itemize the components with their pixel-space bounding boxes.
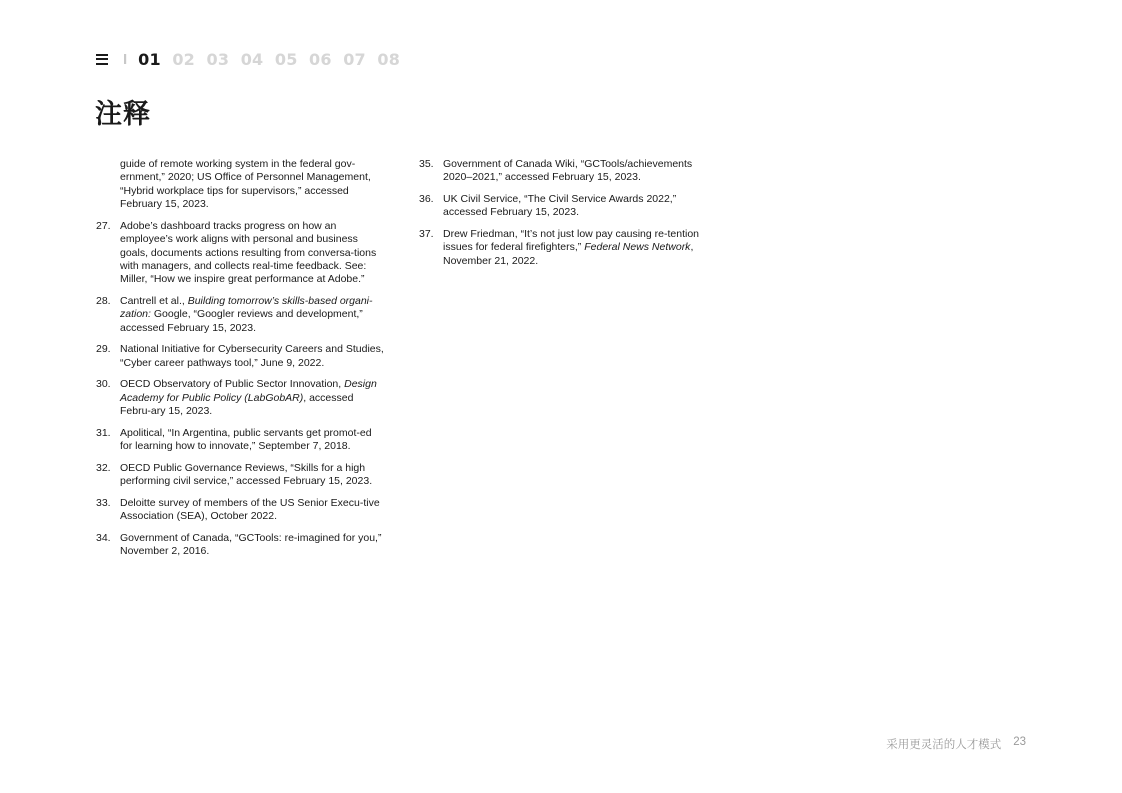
endnote-number: 32. — [96, 461, 111, 474]
endnote-number: 27. — [96, 219, 111, 232]
endnote-item — [419, 158, 709, 185]
endnote-item — [96, 220, 386, 287]
endnote-text — [443, 158, 709, 185]
footer-title: 采用更灵活的人才模式 — [886, 739, 1002, 751]
endnote-text-run: OECD Observatory of Public Sector Innovation, — [120, 378, 345, 391]
endnote-text-run: Google, “Googler reviews and development,” accessed February 15, 2023. — [120, 308, 363, 334]
endnote-item — [419, 193, 709, 220]
endnote-item — [96, 343, 386, 370]
endnote-italic-title: Design Academy for Public Policy (LabGobAR) — [120, 378, 377, 404]
menu-icon[interactable] — [96, 54, 108, 65]
page-number: 23 — [1013, 736, 1026, 748]
endnote-text-run: Drew Friedman, “It’s not just low pay causing re-tention issues for federal firefighters,” — [443, 228, 699, 254]
endnote-text-run: UK Civil Service, “The Civil Service Awards 2022,” accessed February 15, 2023. — [443, 193, 677, 219]
endnote-text — [120, 378, 386, 418]
endnote-text-run: OECD Public Governance Reviews, “Skills for a high performing civil service,” accessed February 15, 2023. — [120, 461, 373, 488]
endnote-item — [96, 497, 386, 524]
endnote-item — [96, 462, 386, 489]
endnote-text — [120, 220, 386, 287]
page-footer — [886, 736, 1026, 752]
endnote-number: 33. — [96, 496, 111, 509]
endnote-item — [419, 228, 709, 268]
endnote-text — [120, 343, 386, 370]
endnote-number: 31. — [96, 426, 111, 439]
endnote-text-run: , accessed Febru-ary 15, 2023. — [120, 391, 354, 418]
nav-section-07[interactable]: 07 — [343, 49, 366, 69]
endnote-number: 29. — [96, 343, 111, 356]
endnote-item — [96, 427, 386, 454]
endnote-text — [443, 193, 709, 220]
endnote-text-run: Government of Canada Wiki, “GCTools/achievements 2020–2021,” accessed February 15, 2023. — [443, 158, 693, 184]
nav-section-01[interactable]: 01 — [138, 49, 161, 69]
endnote-text-run: Adobe’s dashboard tracks progress on how an employee’s work aligns with personal and business goals, documents actions resulting from conversa-tions with managers, and collects real-time feedback. See: Miller, “How we inspire great performance at Adobe.” — [120, 219, 377, 286]
endnote-text — [443, 228, 709, 268]
section-nav — [96, 49, 412, 69]
nav-section-08[interactable]: 08 — [377, 49, 401, 69]
endnote-italic-title: Federal News Network — [584, 241, 691, 254]
endnote-item — [96, 378, 386, 418]
endnote-item — [96, 295, 386, 335]
endnote-italic-title: Building tomorrow’s skills-based organi-zation: — [120, 295, 373, 321]
notes-column-right — [419, 158, 709, 276]
endnote-text-run: Apolitical, “In Argentina, public servants get promot-ed for learning how to innovate,” September 7, 2018. — [120, 426, 372, 453]
nav-separator: I — [123, 50, 128, 68]
endnote-text — [120, 497, 386, 524]
endnote-number: 34. — [96, 531, 111, 544]
endnote-text — [120, 158, 386, 212]
endnote-text-run: Deloitte survey of members of the US Senior Execu-tive Association (SEA), October 2022. — [120, 496, 380, 523]
endnote-number — [96, 158, 120, 212]
endnote-text — [120, 427, 386, 454]
page-title: 注释 — [95, 99, 151, 130]
endnote-text — [120, 295, 386, 335]
nav-section-04[interactable]: 04 — [240, 49, 264, 69]
endnote-text — [120, 462, 386, 489]
endnote-item — [96, 532, 386, 559]
endnote-number: 37. — [419, 228, 434, 240]
nav-section-03[interactable]: 03 — [206, 49, 230, 69]
endnote-text-run: guide of remote working system in the federal gov-ernment,” 2020; US Office of Personnel Management, “Hybrid workplace tips for supervisors,” accessed February 15, 2023. — [120, 158, 371, 211]
endnote-text — [120, 532, 386, 559]
nav-section-02[interactable]: 02 — [172, 49, 196, 69]
endnote-text-run: Government of Canada, “GCTools: re-imagined for you,” November 2, 2016. — [120, 531, 382, 558]
nav-section-05[interactable]: 05 — [274, 49, 298, 69]
endnote-text-run: National Initiative for Cybersecurity Careers and Studies, “Cyber career pathways tool,” June 9, 2022. — [120, 343, 384, 369]
endnote-text-run: , November 21, 2022. — [443, 241, 694, 267]
section-numbers — [138, 50, 411, 69]
endnote-number: 36. — [419, 193, 434, 205]
endnote-number: 30. — [96, 378, 111, 391]
nav-section-06[interactable]: 06 — [309, 49, 332, 69]
endnote-text-run: Cantrell et al., — [120, 295, 188, 308]
notes-column-left — [96, 158, 386, 567]
endnote-number: 35. — [419, 158, 434, 170]
endnote-number: 28. — [96, 295, 111, 308]
endnote-item — [96, 158, 386, 212]
